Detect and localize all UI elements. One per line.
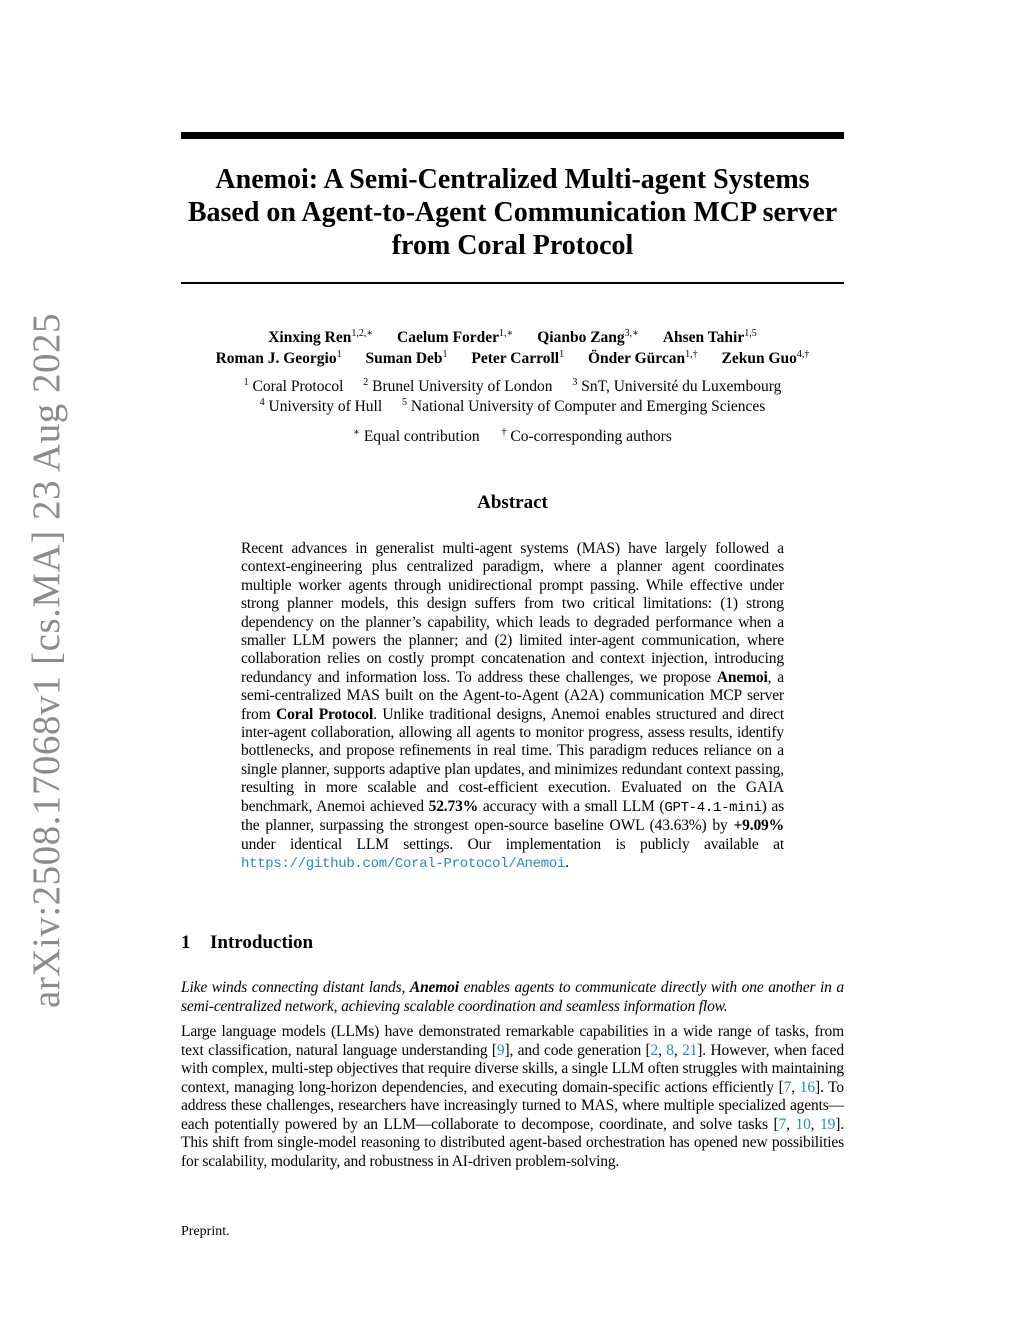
github-link[interactable]: https://github.com/Coral-Protocol/Anemoi: [241, 855, 566, 872]
note-mark: ∗: [353, 427, 360, 438]
author-name: Suman Deb: [365, 350, 443, 367]
epigraph: [181, 979, 844, 1016]
citation-separator: ,: [791, 1078, 800, 1096]
affiliation-number: 3: [572, 377, 578, 388]
author-affil-marks: 4,†: [796, 349, 810, 360]
citation-link[interactable]: 19: [820, 1115, 836, 1133]
affiliation-name: Coral Protocol: [252, 378, 344, 395]
citation-link[interactable]: 2: [650, 1041, 659, 1059]
introduction-paragraph: [181, 1023, 844, 1171]
citation-link[interactable]: 8: [666, 1041, 674, 1059]
citation-link[interactable]: 7: [778, 1115, 787, 1133]
abstract-text: accuracy with a small LLM (: [478, 797, 665, 815]
equal-contribution-note: [353, 427, 479, 447]
affiliation: [244, 377, 344, 397]
arxiv-identifier-text: arXiv:2508.17068v1 [cs.MA] 23 Aug 2025: [24, 312, 68, 1008]
citation-link[interactable]: 10: [795, 1115, 811, 1133]
author-affil-marks: 1,∗: [499, 328, 514, 339]
body-text: ]. However, when faced with complex, multi-step objectives that require diverse skills, a single LLM often struggles with maintaining context, managing long-horizon dependencies, and executing domain-specific actions efficiently [: [181, 1041, 844, 1096]
epigraph-name: Anemoi: [409, 979, 459, 996]
abstract-paragraph: [241, 540, 784, 873]
author-name: Roman J. Georgio: [215, 350, 337, 367]
body-text: Large language models (LLMs) have demonstrated remarkable capabilities in a wide range of tasks, from text classification, natural language understanding [: [181, 1023, 844, 1059]
author: [537, 327, 639, 348]
affiliation-number: 4: [259, 397, 265, 408]
author-row: [181, 327, 844, 348]
abstract-heading: Abstract: [477, 492, 548, 513]
epigraph-paragraph: [181, 979, 844, 1016]
note-text: Equal contribution: [363, 428, 480, 445]
author-affil-marks: 1: [336, 349, 342, 360]
abstract-text: . Unlike traditional designs, Anemoi enables structured and direct inter-agent collaboration, allowing all agents to monitor progress, assess results, identify bottlenecks, and propose refinements in real time. This paradigm reduces reliance on a single planner, supports adaptive plan updates, and minimizes redundant context passing, resulting in more scalable and cost-efficient execution. Evaluated on the GAIA benchmark, Anemoi achieved: [241, 705, 784, 815]
abstract-body: [241, 540, 784, 873]
author-affil-marks: 1: [559, 349, 565, 360]
note-mark: †: [501, 427, 507, 438]
affiliation: [402, 397, 765, 417]
abstract-text: ) as the planner, surpassing the strongest open-source baseline OWL (43.63%) by: [241, 797, 784, 835]
protocol-name: Coral Protocol: [276, 705, 374, 723]
author-name: Peter Carroll: [471, 350, 560, 367]
author-name: Caelum Forder: [397, 329, 500, 346]
paper-title: [181, 163, 844, 262]
gain-value: +9.09%: [733, 817, 784, 835]
author-affil-marks: 3,∗: [624, 328, 639, 339]
author: [365, 348, 447, 369]
author-list: [181, 327, 844, 369]
body-text: ]. To address these challenges, researchers have increasingly turned to MAS, where multiple specialized agents—each potentially powered by an LLM—collaborate to decompose, coordinate, and solve tasks [: [181, 1078, 844, 1133]
accuracy-value: 52.73%: [428, 797, 479, 815]
title-line: Anemoi: A Semi-Centralized Multi-agent Systems: [215, 164, 810, 195]
note-text: Co-corresponding authors: [510, 428, 672, 445]
affiliation: [260, 397, 383, 417]
citation-link[interactable]: 9: [496, 1041, 505, 1059]
citation-separator: ,: [810, 1115, 821, 1133]
introduction-body: [181, 1023, 844, 1171]
affiliation-name: University of Hull: [268, 398, 383, 415]
abstract-text: under identical LLM settings. Our implementation is publicly available at: [241, 835, 784, 853]
affiliation-name: SnT, Université du Luxembourg: [581, 378, 782, 395]
citation-link[interactable]: 7: [783, 1078, 792, 1096]
model-name: GPT-4.1-mini: [664, 799, 762, 816]
abstract-text: , a semi-centralized MAS built on the Agent-to-Agent (A2A) communication MCP server from: [241, 668, 784, 723]
author-name: Qianbo Zang: [537, 329, 625, 346]
affiliation-row: [181, 377, 844, 397]
citation-link[interactable]: 21: [682, 1041, 698, 1059]
author-affil-marks: 1,5: [744, 328, 757, 339]
epigraph-text: enables agents to communicate directly with one another in a semi-centralized network, achieving scalable coordination and seamless information flow.: [181, 979, 844, 1015]
author: [268, 327, 373, 348]
title-line: from Coral Protocol: [391, 230, 634, 261]
body-text: ], and code generation [: [504, 1041, 651, 1059]
abstract-text: .: [565, 853, 569, 871]
affiliation-row: [181, 397, 844, 417]
footer-note: Preprint.: [181, 1224, 230, 1239]
affiliation-number: 2: [363, 377, 369, 388]
author-row: [181, 348, 844, 369]
author: [663, 327, 757, 348]
author: [722, 348, 810, 369]
title-line: Based on Agent-to-Agent Communication MCP server: [187, 197, 838, 228]
author-name: Ahsen Tahir: [662, 329, 745, 346]
author: [397, 327, 513, 348]
affiliation: [363, 377, 552, 397]
affiliation-list: [181, 377, 844, 417]
author: [216, 348, 342, 369]
citation-separator: ,: [658, 1041, 667, 1059]
author: [588, 348, 698, 369]
system-name: Anemoi: [716, 668, 768, 686]
author-affil-marks: 1,†: [685, 349, 698, 360]
author-notes: [181, 427, 844, 447]
citation-separator: ,: [673, 1041, 683, 1059]
author-affil-marks: 1: [442, 349, 448, 360]
author: [471, 348, 564, 369]
affiliation-number: 1: [243, 377, 249, 388]
affiliation: [572, 377, 781, 397]
arxiv-identifier: [24, 312, 68, 1008]
affiliation-number: 5: [402, 397, 408, 408]
author-name: Zekun Guo: [721, 350, 797, 367]
citation-separator: ,: [786, 1115, 796, 1133]
abstract-text: Recent advances in generalist multi-agent systems (MAS) have largely followed a context-engineering plus centralized paradigm, where a planner agent coordinates multiple worker agents through unidirectional prompt passing. While effective under strong planner models, this design suffers from two critical limitations: (1) strong dependency on the planner’s capability, which leads to degraded performance when a smaller LLM powers the planner; and (2) limited inter-agent communication, where collaboration relies on costly prompt concatenation and context injection, introducing redundancy and information loss. To address these challenges, we propose: [241, 540, 784, 686]
affiliation-name: National University of Computer and Emerging Sciences: [410, 398, 766, 415]
body-text: ]. This shift from single-model reasoning to distributed agent-based orchestration has opened new possibilities for scalability, modularity, and robustness in AI-driven problem-solving.: [181, 1115, 844, 1170]
section-heading-introduction: [181, 932, 313, 954]
section-title: Introduction: [210, 932, 314, 953]
author-affil-marks: 1,2,∗: [351, 328, 374, 339]
title-bottom-rule: [181, 282, 844, 284]
title-top-rule: [181, 132, 844, 139]
author-name: Önder Gürcan: [587, 350, 686, 367]
section-number: 1: [181, 932, 191, 953]
author-name: Xinxing Ren: [268, 329, 352, 346]
citation-link[interactable]: 16: [799, 1078, 815, 1096]
corresponding-authors-note: [502, 427, 672, 447]
affiliation-name: Brunel University of London: [372, 378, 553, 395]
epigraph-text: Like winds connecting distant lands,: [181, 979, 410, 996]
